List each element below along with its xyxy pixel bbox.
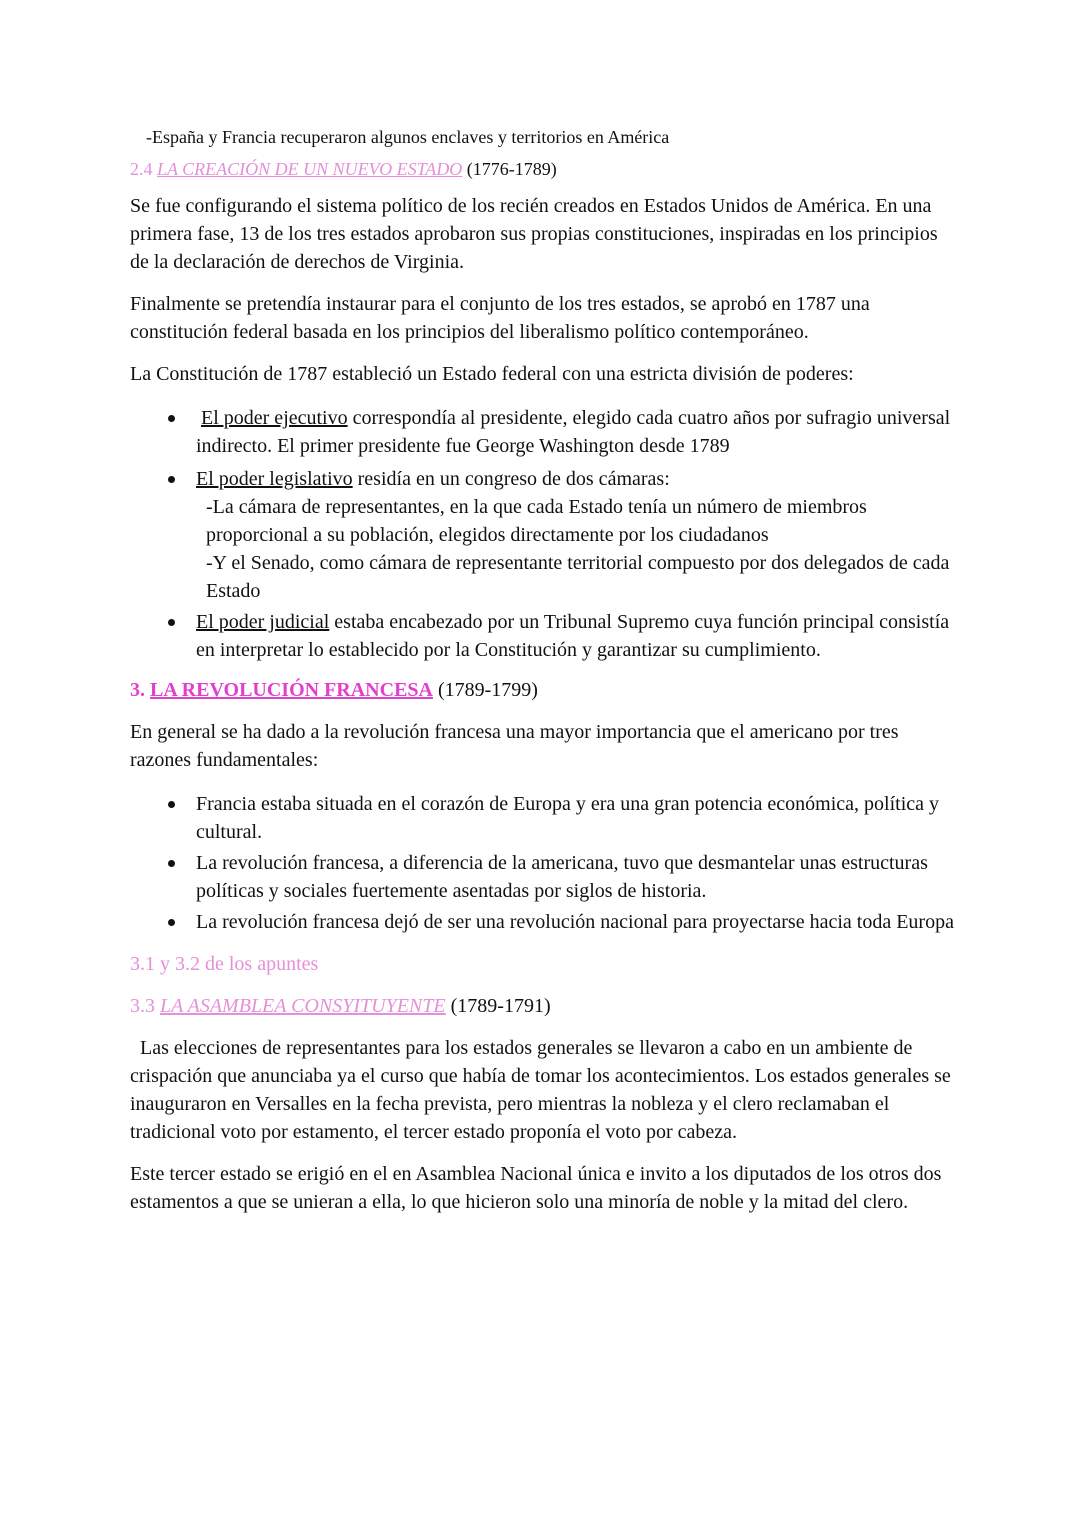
list-item-text: Francia estaba situada en el corazón de Europa y era una gran potencia económica, política y cultural.	[196, 793, 939, 843]
heading-number: 2.4	[130, 159, 157, 179]
section-heading-2-4	[130, 156, 960, 182]
heading-years: (1789-1799)	[432, 679, 538, 701]
paragraph: Finalmente se pretendía instaurar para el conjunto de los tres estados, se aprobó en 1787 una constitución federal basada en los principios del liberalismo político contemporáneo.	[130, 293, 870, 343]
reasons-list	[130, 790, 960, 936]
list-item-text: La revolución francesa dejó de ser una revolución nacional para proyectarse hacia toda Europa	[196, 911, 954, 933]
list-item	[130, 465, 960, 605]
list-item	[130, 608, 960, 664]
heading-title-link[interactable]: LA ASAMBLEA CONSYITUYENTE	[160, 995, 446, 1017]
paragraph: Este tercer estado se erigió en el en Asamblea Nacional única e invito a los diputados de los otros dos estamentos a que se unieran a ella, lo que hicieron solo una minoría de noble y la mitad del clero.	[130, 1163, 942, 1213]
heading-number: 3.	[130, 679, 150, 701]
heading-years: (1789-1791)	[445, 995, 551, 1017]
list-item-text: correspondía al presidente, elegido cada cuatro años por sufragio universal indirecto. El primer presidente fue George Washington desde 1789	[196, 407, 951, 457]
section-heading-3-3	[130, 992, 960, 1020]
heading-title-link[interactable]: LA CREACIÓN DE UN NUEVO ESTADO	[157, 159, 463, 179]
document-content	[130, 124, 960, 1216]
bullet-icon	[168, 801, 175, 808]
bullet-icon	[168, 476, 175, 483]
section-heading-3-1: 3.1 y 3.2 de los apuntes	[130, 953, 319, 975]
list-item	[130, 790, 960, 846]
list-item	[130, 908, 960, 936]
powers-list	[130, 404, 960, 664]
paragraph: Las elecciones de representantes para los estados generales se llevaron a cabo en un ambiente de crispación que anunciaba ya el curso que había de tomar los acontecimientos. Los estados generales se inauguraron en Versalles en la fecha prevista, pero mientras la nobleza y el clero reclamaban el tradicional voto por estamento, el tercer estado proponía el voto por cabeza.	[130, 1037, 956, 1143]
paragraph: La Constitución de 1787 estableció un Estado federal con una estricta división de poderes:	[130, 363, 854, 385]
list-item-underlined: El poder ejecutivo	[201, 407, 348, 429]
list-subitem: -Y el Senado, como cámara de representante territorial compuesto por dos delegados de cada Estado	[206, 552, 950, 602]
list-item	[130, 404, 960, 460]
section-heading-3	[130, 676, 960, 704]
list-item-underlined: El poder judicial	[196, 611, 330, 633]
bullet-icon	[168, 415, 175, 422]
list-item-underlined: El poder legislativo	[196, 468, 353, 490]
heading-title-link[interactable]: LA REVOLUCIÓN FRANCESA	[150, 679, 433, 701]
list-item-text: residía en un congreso de dos cámaras:	[352, 468, 670, 490]
list-subitem: -La cámara de representantes, en la que cada Estado tenía un número de miembros proporcional a su población, elegidos directamente por los ciudadanos	[206, 496, 867, 546]
heading-number: 3.3	[130, 995, 160, 1017]
heading-years: (1776-1789)	[462, 159, 557, 179]
paragraph: En general se ha dado a la revolución francesa una mayor importancia que el americano por tres razones fundamentales:	[130, 721, 899, 771]
list-item-text: estaba encabezado por un Tribunal Supremo cuya función principal consistía en interpretar lo establecido por la Constitución y garantizar su cumplimiento.	[196, 611, 950, 661]
paragraph: Se fue configurando el sistema político de los recién creados en Estados Unidos de América. En una primera fase, 13 de los tres estados aprobaron sus propias constituciones, inspiradas en los principios de la declaración de derechos de Virginia.	[130, 195, 938, 273]
bullet-icon	[168, 619, 175, 626]
bullet-icon	[168, 919, 175, 926]
list-item	[130, 849, 960, 905]
text-line: -España y Francia recuperaron algunos enclaves y territorios en América	[146, 127, 670, 147]
list-item-text: La revolución francesa, a diferencia de la americana, tuvo que desmantelar unas estructuras políticas y sociales fuertemente asentadas por siglos de historia.	[196, 852, 928, 902]
bullet-icon	[168, 860, 175, 867]
